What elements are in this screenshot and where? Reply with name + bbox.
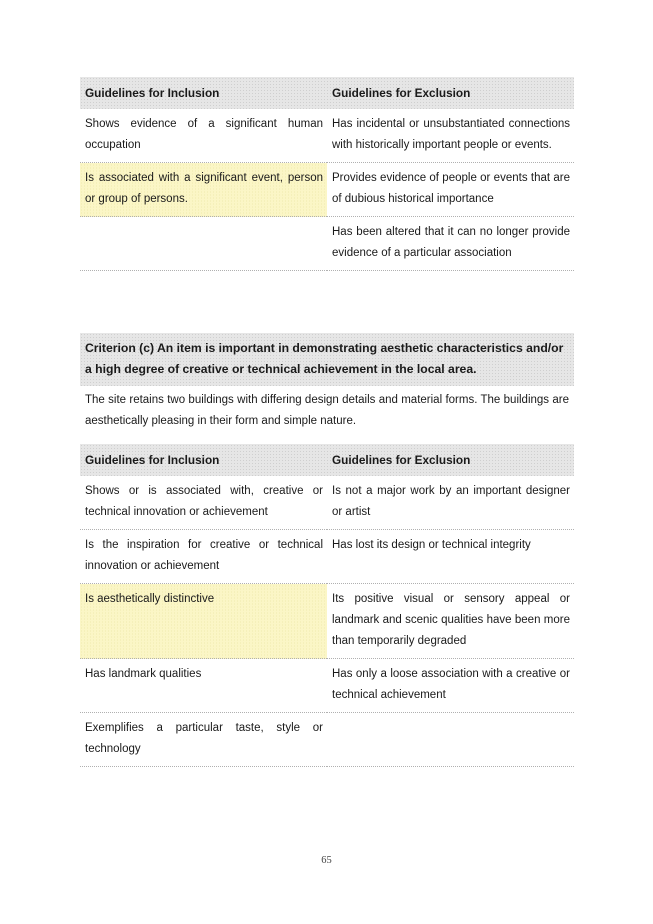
exclusion-header: Guidelines for Exclusion xyxy=(332,86,471,100)
inclusion-header: Guidelines for Inclusion xyxy=(85,86,220,100)
exclusion-cell: Has only a loose association with a creative or technical achievement xyxy=(327,659,574,713)
criterion-c-guidelines-table xyxy=(80,444,574,767)
table-row xyxy=(80,163,574,217)
exclusion-header: Guidelines for Exclusion xyxy=(332,453,471,467)
inclusion-header: Guidelines for Inclusion xyxy=(85,453,220,467)
table-row xyxy=(80,530,574,584)
criterion-c-table-section xyxy=(80,444,574,767)
table-row xyxy=(80,109,574,163)
table-header-row xyxy=(80,444,574,476)
inclusion-cell: Is the inspiration for creative or technical innovation or achievement xyxy=(80,530,327,584)
criterion-b-guidelines-table xyxy=(80,77,574,271)
criterion-c-section xyxy=(80,333,574,432)
inclusion-cell: Exemplifies a particular taste, style or technology xyxy=(80,713,327,767)
inclusion-cell-highlighted: Is associated with a significant event, person or group of persons. xyxy=(80,163,327,217)
exclusion-cell: Has lost its design or technical integrity xyxy=(327,530,574,584)
exclusion-cell: Has incidental or unsubstantiated connections with historically important people or events. xyxy=(327,109,574,163)
inclusion-cell xyxy=(80,217,327,271)
table-row xyxy=(80,217,574,271)
criterion-b-table-section xyxy=(80,77,574,271)
criterion-c-heading: Criterion (c) An item is important in demonstrating aesthetic characteristics and/or a high degree of creative or technical achievement in the local area. xyxy=(80,333,574,386)
table-row xyxy=(80,713,574,767)
table-row xyxy=(80,584,574,659)
inclusion-cell-highlighted: Is aesthetically distinctive xyxy=(80,584,327,659)
exclusion-cell: Has been altered that it can no longer provide evidence of a particular association xyxy=(327,217,574,271)
exclusion-cell xyxy=(327,713,574,767)
page-number: 65 xyxy=(321,855,332,866)
table-row xyxy=(80,476,574,530)
inclusion-cell: Shows or is associated with, creative or technical innovation or achievement xyxy=(80,476,327,530)
criterion-c-statement: The site retains two buildings with differing design details and material forms. The buildings are aesthetically pleasing in their form and simple nature. xyxy=(85,394,569,427)
exclusion-cell: Provides evidence of people or events that are of dubious historical importance xyxy=(327,163,574,217)
table-header-row xyxy=(80,77,574,109)
exclusion-cell: Is not a major work by an important designer or artist xyxy=(327,476,574,530)
exclusion-cell: Its positive visual or sensory appeal or landmark and scenic qualities have been more than temporarily degraded xyxy=(327,584,574,659)
inclusion-cell: Has landmark qualities xyxy=(80,659,327,713)
inclusion-cell: Shows evidence of a significant human occupation xyxy=(80,109,327,163)
table-row xyxy=(80,659,574,713)
